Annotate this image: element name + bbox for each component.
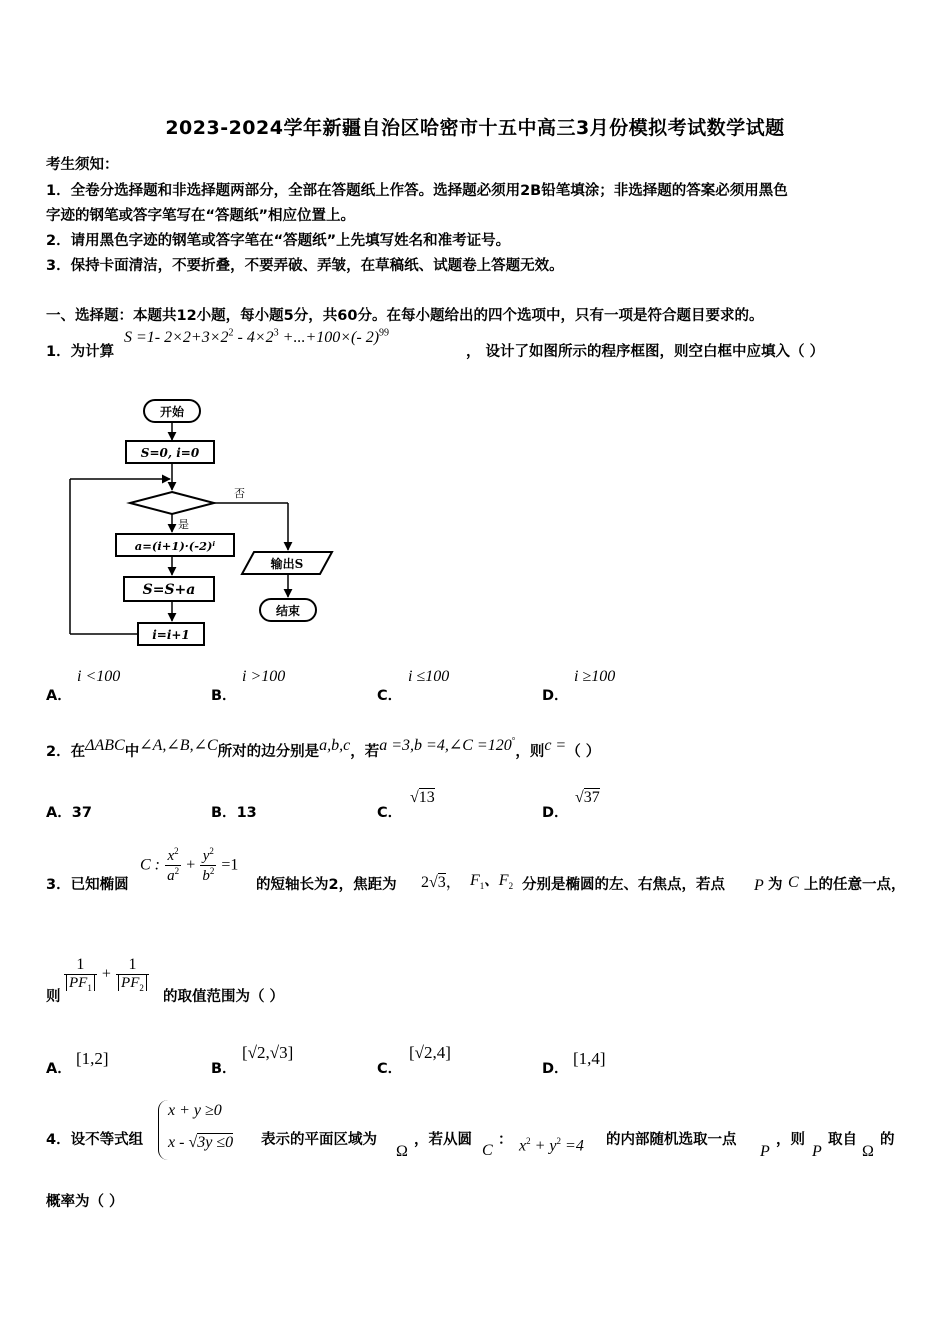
q4-mid2: ，若从圆 [414, 1132, 472, 1148]
q2-option-d-value: √37 [575, 789, 600, 806]
q3-mid3: 为 [768, 877, 783, 893]
q3-fraction-expr: $\frac{1}{PF_1}$ + $\frac{1}{PF_2}$ [64, 956, 149, 993]
q1-option-d-label: D． [542, 688, 569, 704]
q1-prefix: 1．为计算 [46, 344, 115, 360]
flow-yes-label: 是 [178, 518, 189, 531]
notice-line-1a: 1．全卷分选择题和非选择题两部分，全部在答题纸上作答。选择题必须用2B铅笔填涂；非选择题的答案必须用黑色 [46, 183, 788, 199]
flow-assign-a-label: a=(i+1)·(-2)ⁱ [134, 539, 216, 553]
q2-option-c-value: √13 [410, 789, 435, 806]
flow-output-label: 输出S [270, 557, 304, 571]
q3-option-b-label: B． [211, 1061, 237, 1077]
q3-foci: $F_1$、$F_2$ [470, 872, 514, 892]
flowchart [62, 392, 342, 652]
flow-assign-s-label: S=S+a [142, 582, 196, 598]
q1-formula: S =1- $2\times 2+3\times 2^2 - 4\times 2^3 +...+100\times(-$ 2)$^{99}$ [124, 327, 390, 346]
q4-ineq-1: x + y ≥0 [168, 1102, 222, 1119]
q4-omega: Ω [396, 1143, 408, 1160]
q3-line2-prefix: 则 [46, 989, 61, 1005]
flow-incr-label: i=i+1 [152, 628, 190, 642]
q4-point-p: P [760, 1143, 770, 1160]
q4-omega-2: Ω [862, 1143, 874, 1160]
q3-line2-suffix: 的取值范围为（ ） [163, 989, 285, 1005]
q3-point-p: P [754, 877, 764, 894]
q4-circle-c: C [482, 1142, 493, 1159]
q1-option-a-label: A． [46, 688, 72, 704]
page-title: 2023-2024学年新疆自治区哈密市十五中高三3月份模拟考试数学试题 [165, 117, 785, 139]
q4-colon: ： [498, 1132, 513, 1148]
q3-option-a-value: [1,2] [76, 1049, 109, 1068]
q4-mid4: ，则 [776, 1132, 805, 1148]
q2-option-d-label: D． [542, 805, 569, 821]
q3-option-a-label: A． [46, 1061, 72, 1077]
q4-circle-eq: $x^2 + y^2 =4$ [519, 1136, 584, 1155]
q3-ellipse-formula: C : $\frac{x^2}{a^2}$ + $\frac{y^2}{b^2}$ =1 [140, 846, 239, 884]
notice-line-2: 2．请用黑色字迹的钢笔或答字笔在“答题纸”上先填写姓名和准考证号。 [46, 233, 511, 249]
flow-end-label: 结束 [275, 604, 301, 618]
q4-point-p-2: P [812, 1143, 822, 1160]
notice-line-3: 3．保持卡面清洁，不要折叠，不要弄破、弄皱，在草稿纸、试题卷上答题无效。 [46, 258, 564, 274]
q3-prefix: 3．已知椭圆 [46, 877, 129, 893]
q3-curve-c: C [788, 874, 799, 891]
q3-mid2: 分别是椭圆的左、右焦点，若点 [522, 877, 725, 893]
q3-focal: 2√3， [421, 874, 462, 891]
flow-init-label: S=0, i=0 [140, 446, 200, 460]
q4-prefix: 4．设不等式组 [46, 1132, 144, 1148]
q1-option-b-value: i >100 [242, 668, 286, 685]
q2-stem: 2．在ΔABC中∠A,∠B,∠C所对的边分别是a,b,c，若a =3,b =4,∠C =120°，则c =（ ） [46, 735, 601, 760]
q1-option-d-value: i ≥100 [574, 668, 616, 685]
q3-option-b-value: [√2,√3] [242, 1043, 294, 1062]
q1-option-a-value: i <100 [77, 668, 121, 685]
q4-mid3: 的内部随机选取一点 [606, 1132, 737, 1148]
q4-ineq-2: x - √3y ≤0 [168, 1134, 234, 1151]
notice-heading: 考生须知： [46, 157, 119, 173]
q3-option-d-label: D． [542, 1061, 569, 1077]
q2-option-a: A．37 [46, 805, 92, 821]
q3-option-d-value: [1,4] [573, 1049, 606, 1068]
q1-option-b-label: B． [211, 688, 237, 704]
flow-decision-node [130, 492, 214, 514]
q1-option-c-value: i ≤100 [408, 668, 450, 685]
q4-mid1: 表示的平面区域为 [261, 1132, 377, 1148]
q2-option-c-label: C． [377, 805, 403, 821]
q3-mid4: 上的任意一点， [804, 877, 906, 893]
q2-option-b: B．13 [211, 805, 257, 821]
q4-mid5: 取自 [828, 1132, 857, 1148]
q3-option-c-value: [√2,4] [409, 1043, 451, 1062]
q1-suffix: ， 设计了如图所示的程序框图，则空白框中应填入（ ） [466, 344, 825, 360]
q3-mid1: 的短轴长为2，焦距为 [256, 877, 397, 893]
q1-option-c-label: C． [377, 688, 403, 704]
flow-no-label: 否 [234, 487, 245, 500]
section-heading: 一、选择题：本题共12小题，每小题5分，共60分。在每小题给出的四个选项中，只有一项是符合题目要求的。 [46, 308, 764, 324]
q4-mid6: 的 [880, 1132, 895, 1148]
q3-option-c-label: C． [377, 1061, 403, 1077]
notice-line-1b: 字迹的钢笔或答字笔写在“答题纸”相应位置上。 [46, 208, 356, 224]
q4-line2: 概率为（ ） [46, 1194, 124, 1210]
flow-start-label: 开始 [159, 405, 185, 419]
